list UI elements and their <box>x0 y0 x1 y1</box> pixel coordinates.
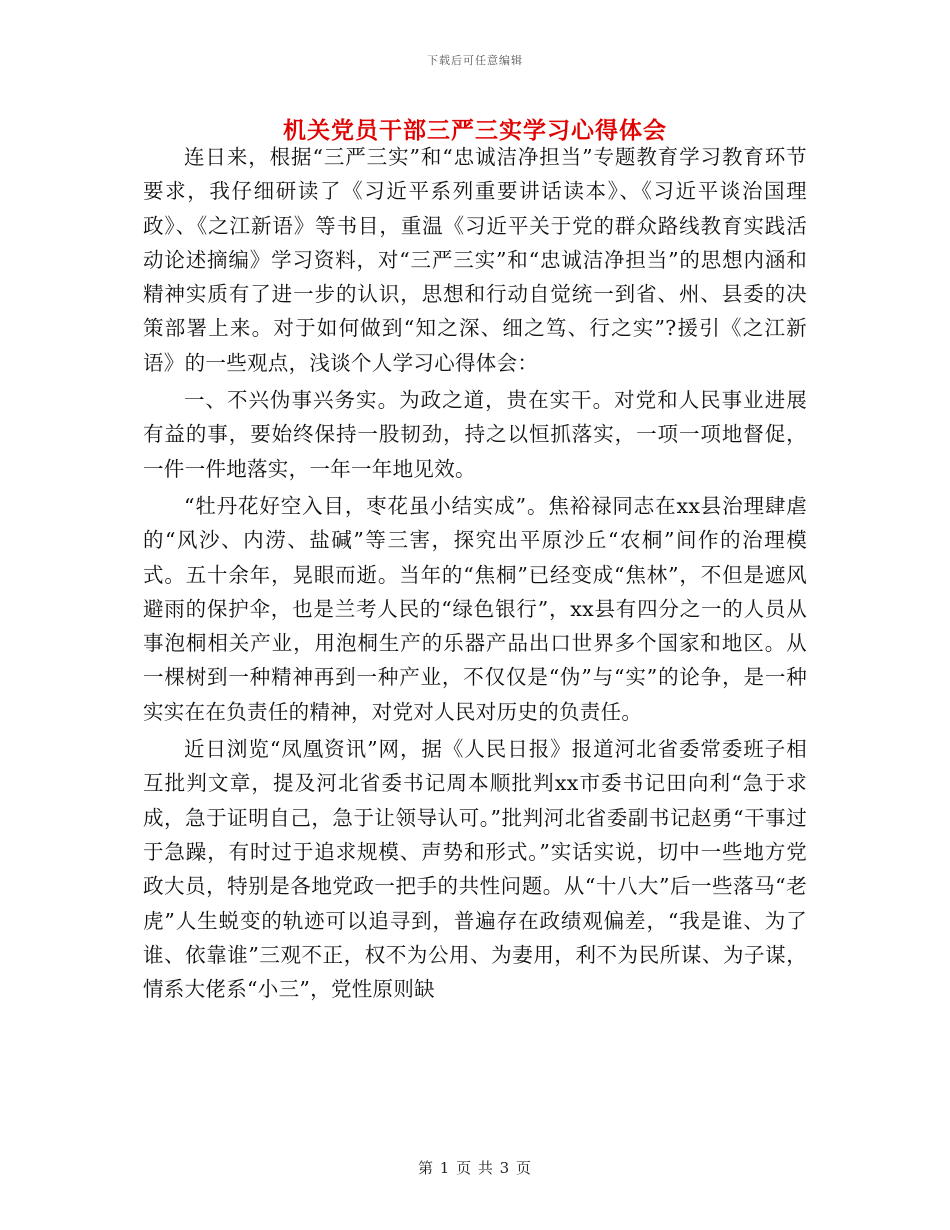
paragraph-jiao-yulu: “牡丹花好空入目，枣花虽小结实成”。焦裕禄同志在xx县治理肆虐的“风沙、内涝、盐碱”等三害，探究出平原沙丘“农桐”间作的治理模式。五十余年，晃眼而逝。当年的“焦桐”已经变成“焦林”，不但是遮风避雨的保护伞，也是兰考人民的“绿色银行”，xx县有四分之一的人员从事泡桐相关产业，用泡桐生产的乐器产品出口世界多个国家和地区。从一棵树到一种精神再到一种产业，不仅仅是“伪”与“实”的论争，是一种实实在在负责任的精神，对党对人民对历史的负责任。 <box>143 493 807 724</box>
paragraph-intro: 连日来，根据“三严三实”和“忠诚洁净担当”专题教育学习教育环节要求，我仔细研读了《习近平系列重要讲话读本》、《习近平谈治国理政》、《之江新语》等书目，重温《习近平关于党的群众路线教育实践活动论述摘编》学习资料，对“三严三实”和“忠诚洁净担当”的思想内涵和精神实质有了进一步的认识，思想和行动自觉统一到省、州、县委的决策部署上来。对于如何做到“知之深、细之笃、行之实”?援引《之江新语》的一些观点，浅谈个人学习心得体会： <box>143 145 807 375</box>
header-note: 下载后可任意编辑 <box>427 54 523 67</box>
page-number-footer: 第 1 页 共 3 页 <box>418 1159 532 1177</box>
paragraph-hebei-criticism: 近日浏览“凤凰资讯”网，据《人民日报》报道河北省委常委班子相互批判文章，提及河北省委书记周本顺批判xx市委书记田向利“急于求成，急于证明自己，急于让领导认可。”批判河北省委副书记赵勇“干事过于急躁，有时过于追求规模、声势和形式。”实话实说，切中一些地方党政大员，特别是各地党政一把手的共性问题。从“十八大”后一些落马“老虎”人生蜕变的轨迹可以追寻到，普遍存在政绩观偏差，“我是谁、为了谁、依靠谁”三观不正，权不为公用、为妻用，利不为民所谋、为子谋，情系大佬系“小三”，党性原则缺 <box>143 737 807 1002</box>
document-body <box>143 140 807 1009</box>
document-title: 机关党员干部三严三实学习心得体会 <box>283 117 667 144</box>
paragraph-section-one: 一、不兴伪事兴务实。为政之道，贵在实干。对党和人民事业进展有益的事，要始终保持一股韧劲，持之以恒抓落实，一项一项地督促，一件一件地落实，一年一年地见效。 <box>143 388 807 481</box>
